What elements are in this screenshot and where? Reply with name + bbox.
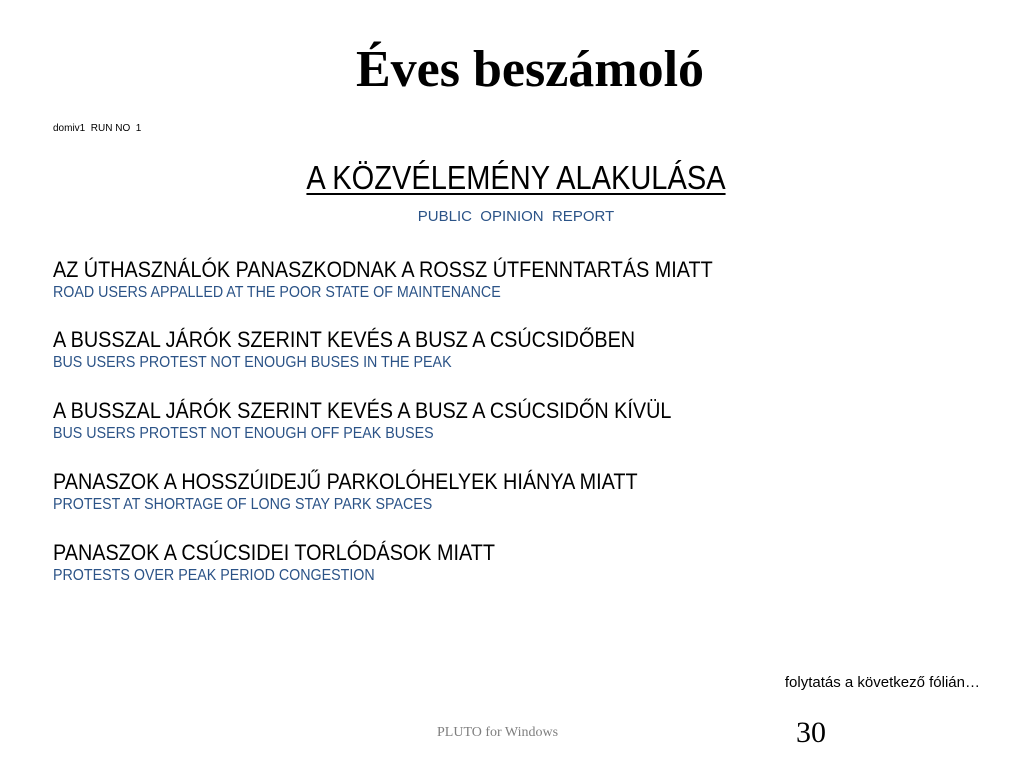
- footer-text: PLUTO for Windows: [437, 725, 559, 740]
- opinion-item-english: BUS USERS PROTEST NOT ENOUGH OFF PEAK BUSES: [53, 425, 434, 442]
- opinion-item-hungarian: A BUSSZAL JÁRÓK SZERINT KEVÉS A BUSZ A CSÚCSIDŐN KÍVÜL: [53, 398, 672, 423]
- page-number: 30: [796, 716, 826, 749]
- opinion-item-english: BUS USERS PROTEST NOT ENOUGH BUSES IN THE PEAK: [53, 354, 452, 371]
- opinion-item-hungarian: PANASZOK A CSÚCSIDEI TORLÓDÁSOK MIATT: [53, 540, 495, 565]
- opinion-item: [53, 257, 786, 303]
- opinion-item-hungarian: PANASZOK A HOSSZÚIDEJŰ PARKOLÓHELYEK HIÁNYA MIATT: [53, 469, 638, 494]
- report-subheading: PUBLIC OPINION REPORT: [417, 208, 615, 225]
- opinion-item: [53, 540, 544, 586]
- opinion-item-english: PROTEST AT SHORTAGE OF LONG STAY PARK SPACES: [53, 496, 433, 513]
- opinion-item: [53, 469, 703, 515]
- run-label: domiv1 RUN NO 1: [53, 123, 142, 134]
- slide-title: Éves beszámoló: [355, 41, 705, 98]
- continue-note: folytatás a következő fólián…: [784, 674, 980, 691]
- opinion-item: [53, 327, 700, 373]
- opinion-item-hungarian: A BUSSZAL JÁRÓK SZERINT KEVÉS A BUSZ A CSÚCSIDŐBEN: [53, 327, 636, 352]
- report-heading: A KÖZVÉLEMÉNY ALAKULÁSA: [306, 159, 726, 196]
- opinion-item-english: PROTESTS OVER PEAK PERIOD CONGESTION: [53, 567, 375, 584]
- opinion-item: [53, 398, 740, 444]
- opinion-item-hungarian: AZ ÚTHASZNÁLÓK PANASZKODNAK A ROSSZ ÚTFENNTARTÁS MIATT: [53, 257, 713, 282]
- opinion-item-english: ROAD USERS APPALLED AT THE POOR STATE OF MAINTENANCE: [53, 284, 501, 301]
